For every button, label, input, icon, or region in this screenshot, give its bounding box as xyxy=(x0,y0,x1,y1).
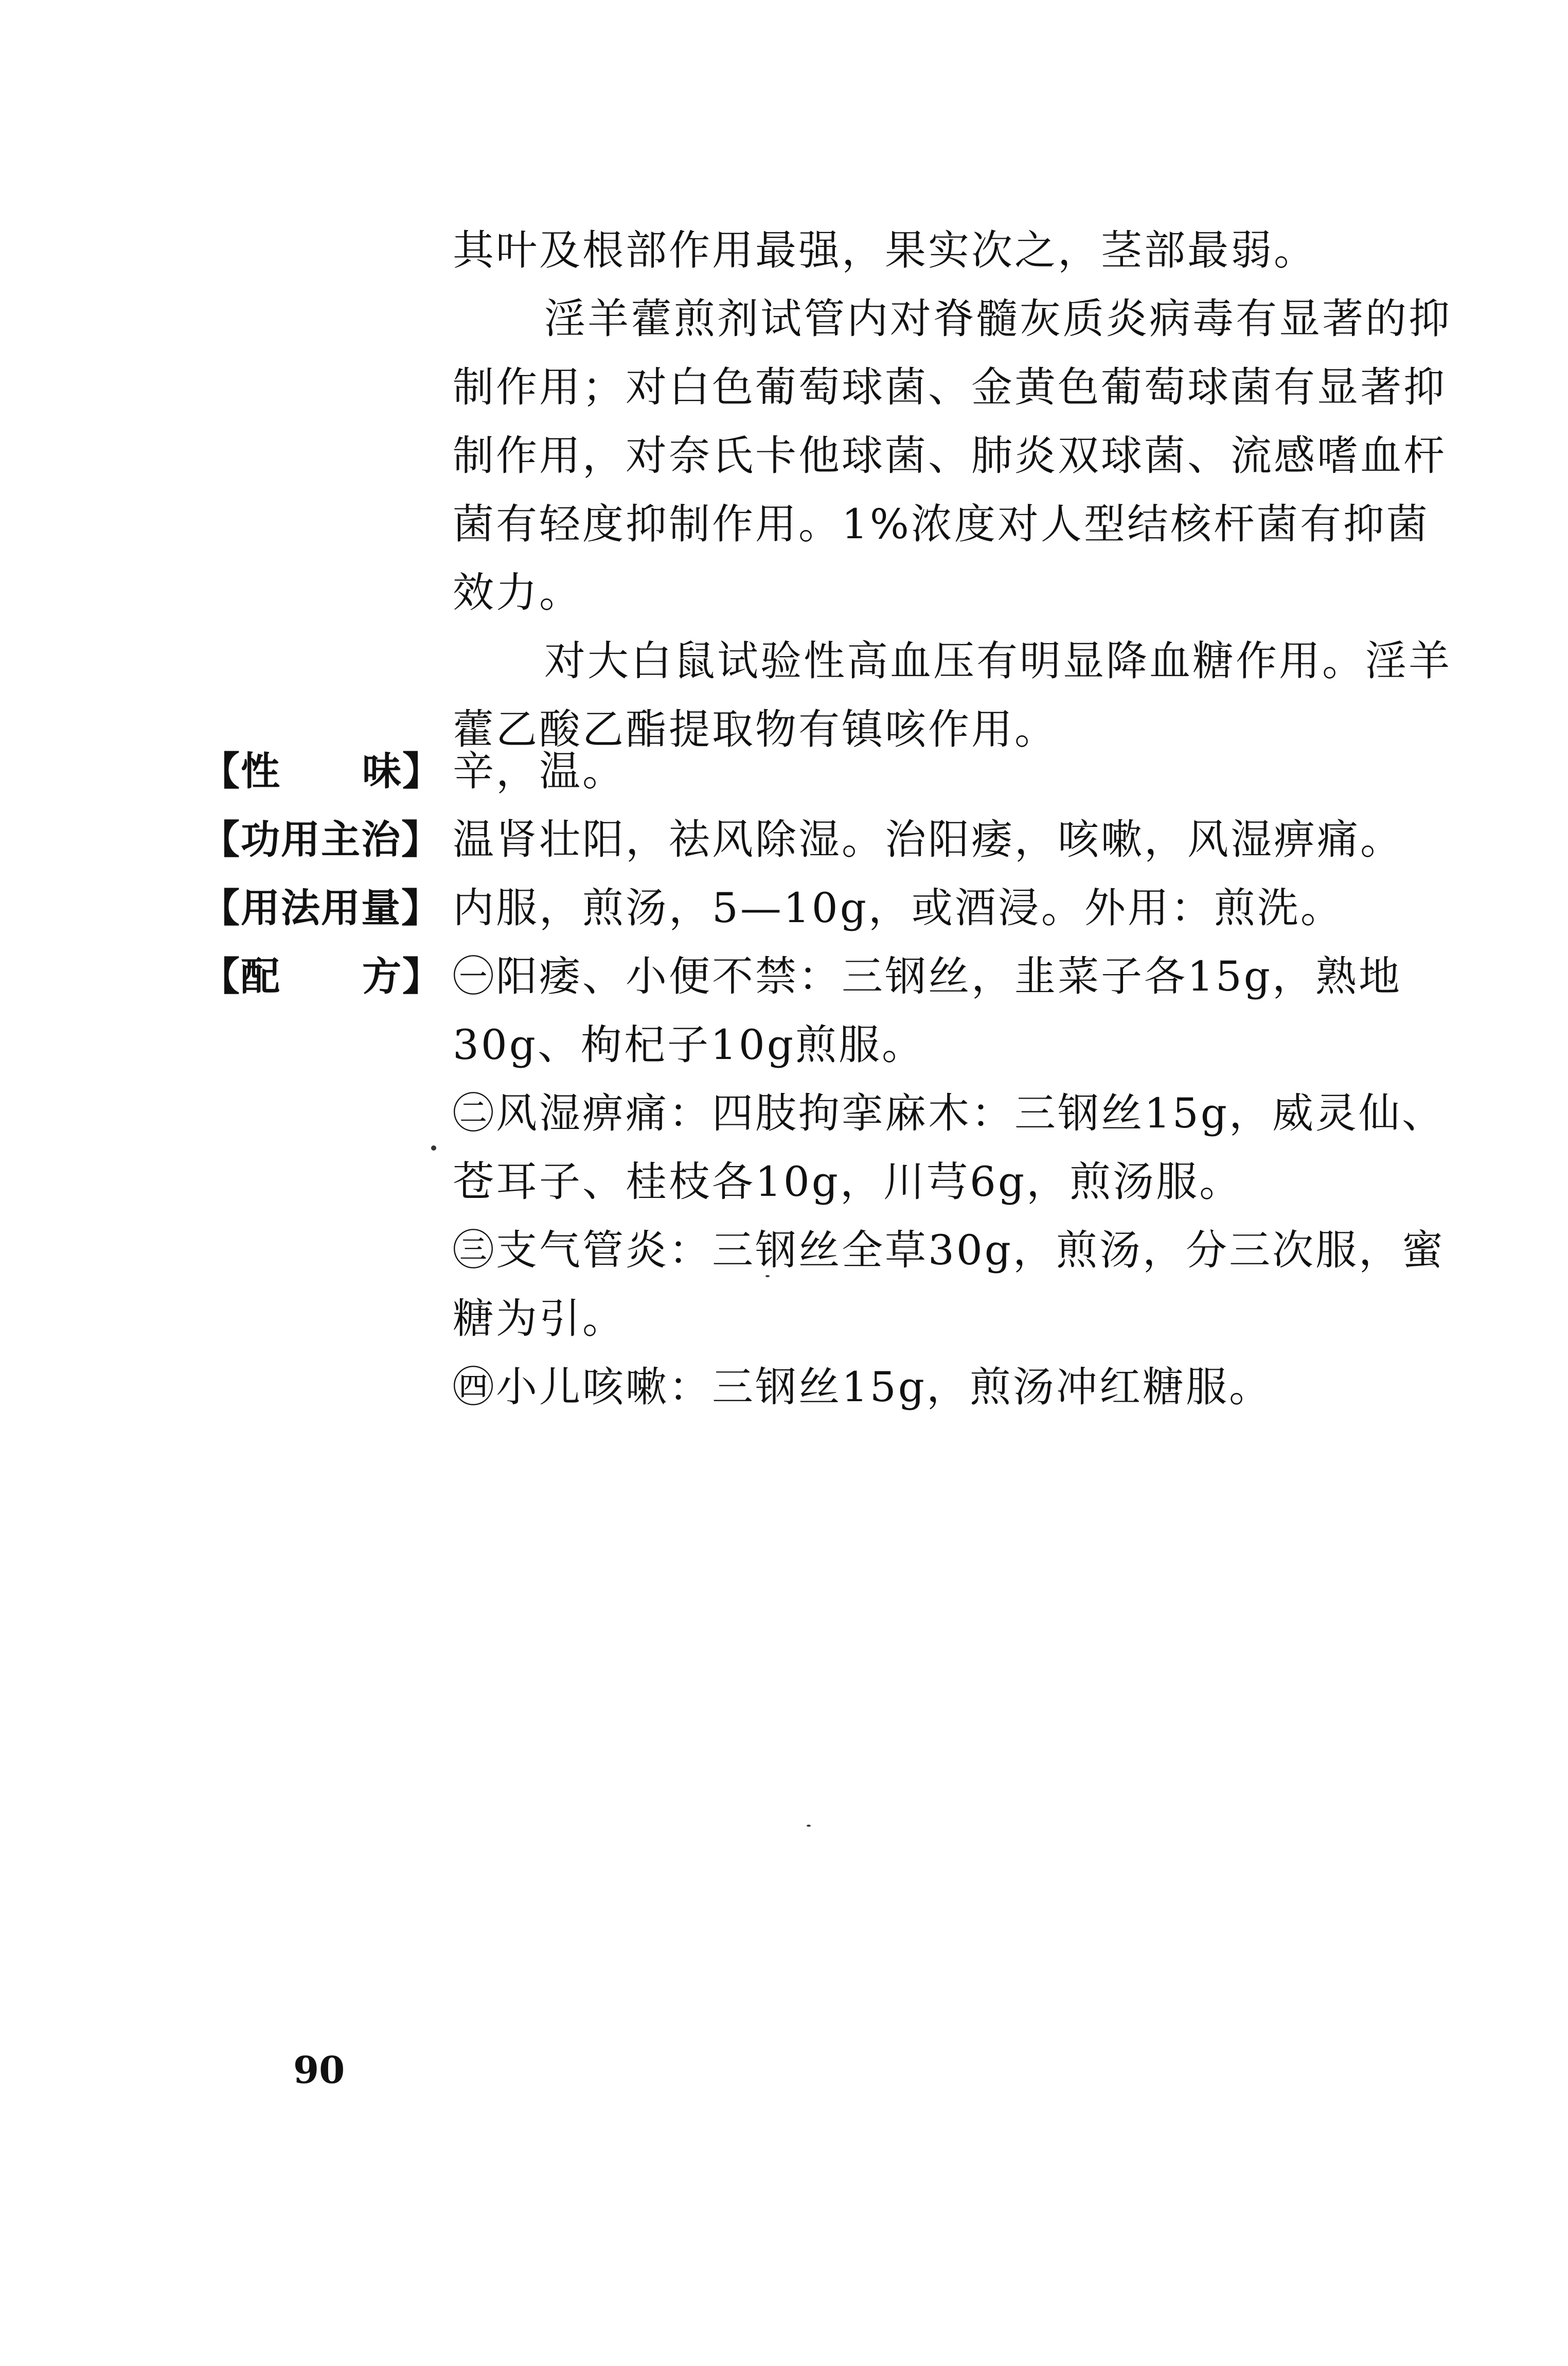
label-close: 味】 xyxy=(362,748,442,794)
ink-speck xyxy=(431,1145,436,1151)
formula-item-1: ㊀阳痿、小便不禁：三钢丝，韭菜子各15g，熟地30g、枸杞子10g煎服。 xyxy=(453,952,1402,1069)
section-value-usage: 内服，煎汤，5—10g，或酒浸。外用：煎洗。 xyxy=(453,884,1344,932)
formula-list xyxy=(453,942,1466,1421)
ink-speck xyxy=(765,1275,770,1277)
paragraph-1: 其叶及根部作用最强，果实次之，茎部最弱。 xyxy=(453,226,1317,274)
section-value-function: 温肾壮阳，祛风除湿。治阳痿，咳嗽，风湿痹痛。 xyxy=(453,816,1403,863)
section-label-formula xyxy=(201,942,442,1011)
page-number: 90 xyxy=(293,2048,345,2092)
label-open: 【配 xyxy=(201,954,281,999)
formula-item-2: ㊁风湿痹痛：四肢拘挛麻木：三钢丝15g，威灵仙、苍耳子、桂枝各10g，川芎6g，煎汤服。 xyxy=(453,1089,1446,1206)
paragraph-2: 淫羊藿煎剂试管内对脊髓灰质炎病毒有显著的抑制作用；对白色葡萄球菌、金黄色葡萄球菌有显著抑制作用，对奈氏卡他球菌、肺炎双球菌、流感嗜血杆菌有轻度抑制作用。1%浓度对人型结核杆菌有抑菌效力。 xyxy=(453,295,1452,616)
section-value-taste: 辛，温。 xyxy=(453,747,626,795)
section-usage xyxy=(201,874,1466,942)
label-close: 方】 xyxy=(362,954,442,999)
label-text: 【用法用量】 xyxy=(201,885,441,931)
formula-item-3: ㊂支气管炎：三钢丝全草30g，煎汤，分三次服，蜜糖为引。 xyxy=(453,1226,1446,1343)
ink-speck xyxy=(807,1825,811,1827)
paragraph-3: 对大白鼠试验性高血压有明显降血糖作用。淫羊藿乙酸乙酯提取物有镇咳作用。 xyxy=(453,637,1452,753)
section-taste xyxy=(201,737,1466,805)
label-text: 【功用主治】 xyxy=(201,817,441,862)
section-label-function xyxy=(201,805,442,874)
section-label-taste xyxy=(201,737,442,805)
body-text xyxy=(453,216,1461,764)
sections xyxy=(201,737,1466,1421)
section-function xyxy=(201,805,1466,874)
formula-item-4: ㊃小儿咳嗽：三钢丝15g，煎汤冲红糖服。 xyxy=(453,1363,1273,1411)
section-formula xyxy=(201,942,1466,1421)
label-open: 【性 xyxy=(201,748,281,794)
section-label-usage xyxy=(201,874,442,942)
